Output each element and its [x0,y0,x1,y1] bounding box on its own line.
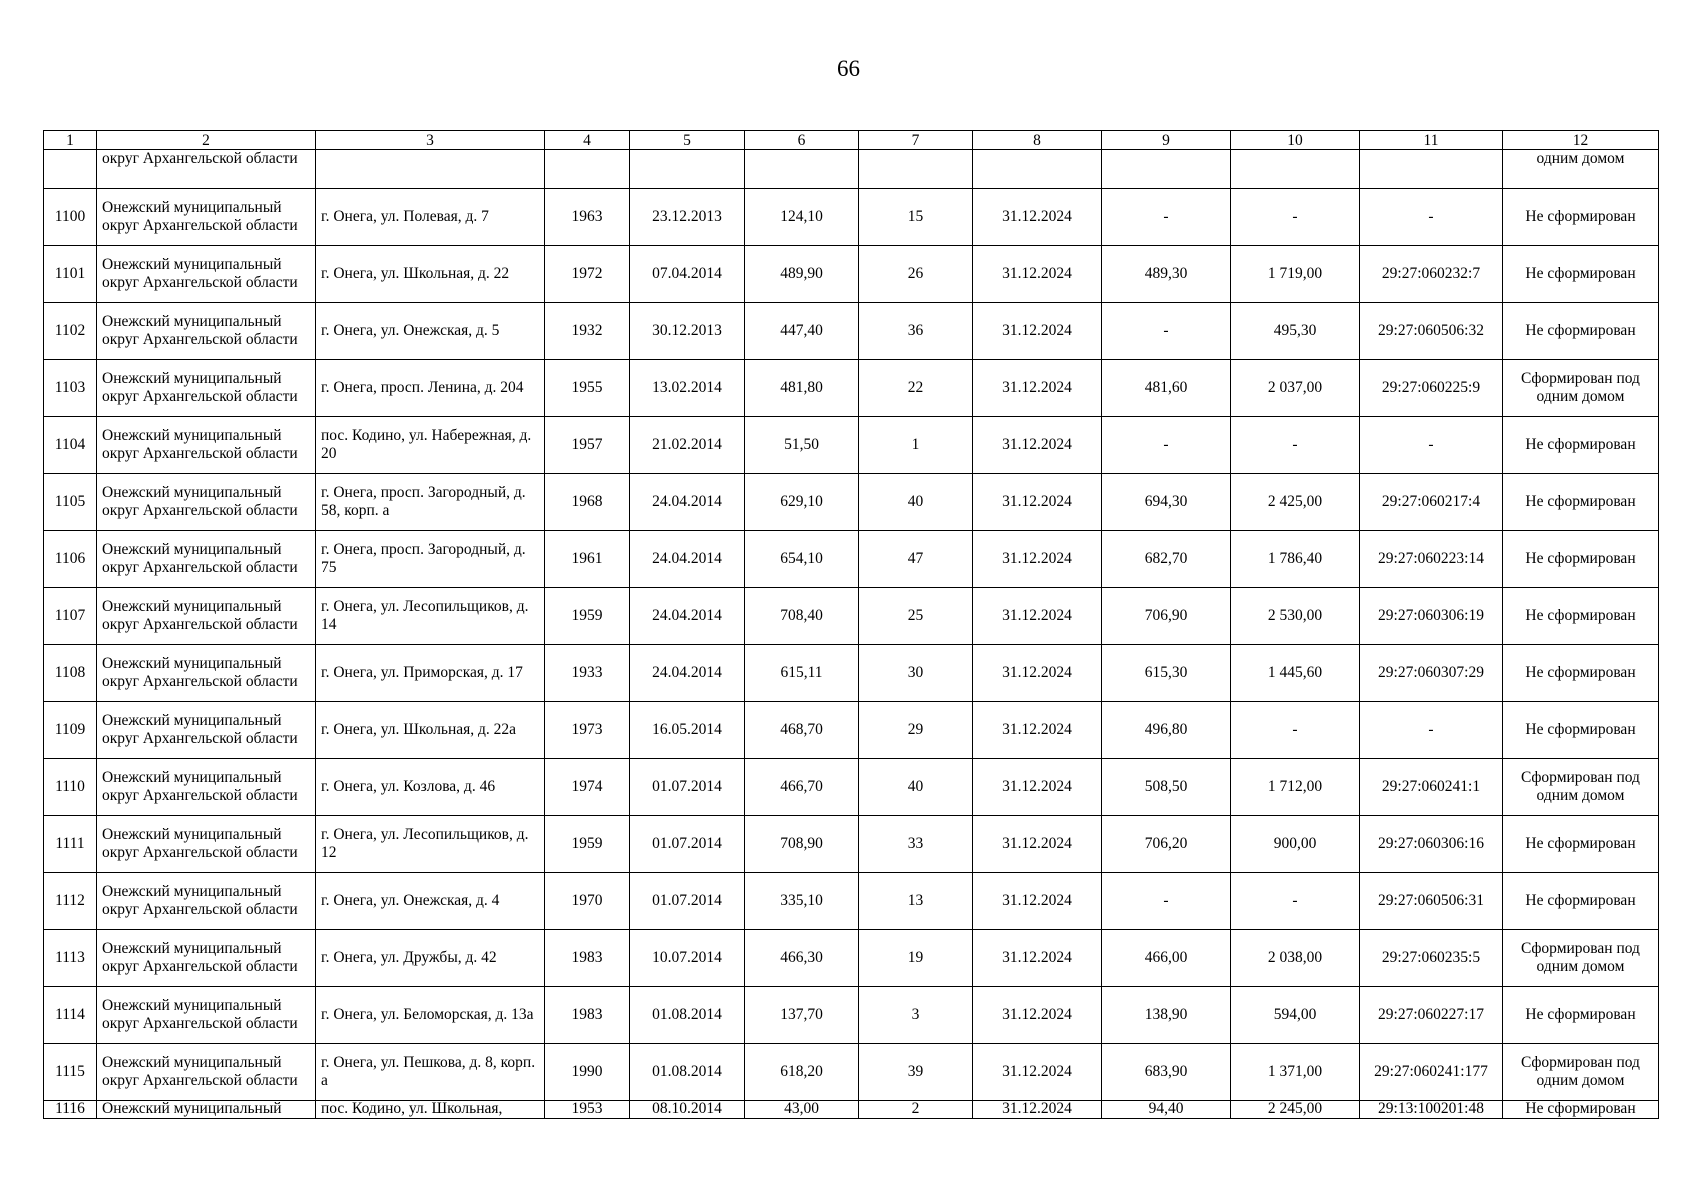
column-header: 4 [545,131,630,150]
cell-area-2: 508,50 [1102,759,1231,816]
cell-year: 1983 [545,987,630,1044]
cell-land-area: 1 371,00 [1231,1044,1360,1101]
cell-area: 615,11 [745,645,859,702]
cell-number: 1113 [44,930,97,987]
cell-land-area: 900,00 [1231,816,1360,873]
cell-address [316,150,545,189]
cell-status: Сформирован под одним домом [1503,930,1659,987]
cell-date: 01.07.2014 [630,816,745,873]
cell-status: Не сформирован [1503,1101,1659,1119]
cell-area [745,150,859,189]
cell-residents: 1 [859,417,973,474]
cell-date [630,150,745,189]
table-row [44,930,1659,987]
cell-area: 335,10 [745,873,859,930]
cell-land-area: - [1231,417,1360,474]
cell-year: 1932 [545,303,630,360]
cell-number: 1114 [44,987,97,1044]
cell-residents [859,150,973,189]
cell-area: 629,10 [745,474,859,531]
cell-deadline [973,150,1102,189]
cell-cadastral: 29:27:060217:4 [1360,474,1503,531]
cell-year: 1983 [545,930,630,987]
cell-residents: 30 [859,645,973,702]
cell-area-2: 706,90 [1102,588,1231,645]
cell-deadline: 31.12.2024 [973,360,1102,417]
cell-residents: 3 [859,987,973,1044]
cell-residents: 40 [859,759,973,816]
cell-deadline: 31.12.2024 [973,189,1102,246]
cell-address: г. Онега, ул. Приморская, д. 17 [316,645,545,702]
cell-area-2: - [1102,303,1231,360]
cell-municipality: Онежский муниципальный округ Архангельской области [97,246,316,303]
cell-area-2: - [1102,189,1231,246]
cell-area-2: 496,80 [1102,702,1231,759]
cell-date: 10.07.2014 [630,930,745,987]
cell-deadline: 31.12.2024 [973,1044,1102,1101]
cell-address: пос. Кодино, ул. Школьная, [316,1101,545,1119]
cell-area-2: 481,60 [1102,360,1231,417]
cell-status: Не сформирован [1503,531,1659,588]
cell-area: 447,40 [745,303,859,360]
cell-year: 1970 [545,873,630,930]
cell-date: 13.02.2014 [630,360,745,417]
cell-status: Не сформирован [1503,246,1659,303]
cell-cadastral: 29:27:060232:7 [1360,246,1503,303]
cell-address: г. Онега, ул. Лесопильщиков, д. 14 [316,588,545,645]
cell-cadastral: 29:27:060506:32 [1360,303,1503,360]
cell-deadline: 31.12.2024 [973,474,1102,531]
cell-date: 21.02.2014 [630,417,745,474]
cell-date: 24.04.2014 [630,645,745,702]
cell-cadastral: - [1360,702,1503,759]
cell-deadline: 31.12.2024 [973,987,1102,1044]
cell-area: 708,90 [745,816,859,873]
cell-municipality: Онежский муниципальный [97,1101,316,1119]
cell-municipality: Онежский муниципальный округ Архангельской области [97,303,316,360]
cell-area-2 [1102,150,1231,189]
cell-date: 07.04.2014 [630,246,745,303]
cell-cadastral: 29:27:060223:14 [1360,531,1503,588]
cell-year: 1990 [545,1044,630,1101]
cell-municipality: Онежский муниципальный округ Архангельской области [97,759,316,816]
cell-area-2: 138,90 [1102,987,1231,1044]
cell-land-area: 594,00 [1231,987,1360,1044]
cell-number: 1116 [44,1101,97,1119]
cell-area-2: - [1102,417,1231,474]
cell-municipality: округ Архангельской области [97,150,316,189]
page-number: 66 [837,56,860,81]
cell-residents: 25 [859,588,973,645]
cell-cadastral: 29:27:060307:29 [1360,645,1503,702]
cell-area-2: 683,90 [1102,1044,1231,1101]
cell-area: 43,00 [745,1101,859,1119]
cell-address: г. Онега, ул. Лесопильщиков, д. 12 [316,816,545,873]
cell-year: 1974 [545,759,630,816]
cell-area: 489,90 [745,246,859,303]
cell-area-2: 615,30 [1102,645,1231,702]
cell-municipality: Онежский муниципальный округ Архангельской области [97,873,316,930]
cell-status: Не сформирован [1503,873,1659,930]
cell-area-2: 489,30 [1102,246,1231,303]
cell-cadastral [1360,150,1503,189]
cell-land-area: 2 038,00 [1231,930,1360,987]
table-row [44,588,1659,645]
cell-residents: 29 [859,702,973,759]
cell-address: г. Онега, просп. Загородный, д. 58, корп. а [316,474,545,531]
table-row [44,987,1659,1044]
table-row [44,1101,1659,1119]
cell-residents: 47 [859,531,973,588]
cell-number [44,150,97,189]
cell-residents: 36 [859,303,973,360]
cell-area: 137,70 [745,987,859,1044]
cell-address: г. Онега, ул. Онежская, д. 4 [316,873,545,930]
cell-residents: 22 [859,360,973,417]
column-header: 6 [745,131,859,150]
cell-year: 1963 [545,189,630,246]
cell-land-area: 2 530,00 [1231,588,1360,645]
cell-number: 1105 [44,474,97,531]
cell-municipality: Онежский муниципальный округ Архангельской области [97,588,316,645]
cell-address: г. Онега, ул. Полевая, д. 7 [316,189,545,246]
cell-deadline: 31.12.2024 [973,645,1102,702]
table-row [44,474,1659,531]
cell-municipality: Онежский муниципальный округ Архангельской области [97,702,316,759]
table-row [44,816,1659,873]
cell-area: 708,40 [745,588,859,645]
column-header: 2 [97,131,316,150]
cell-area: 466,70 [745,759,859,816]
table-row [44,189,1659,246]
housing-registry-table [43,130,1659,1119]
cell-municipality: Онежский муниципальный округ Архангельской области [97,645,316,702]
cell-number: 1103 [44,360,97,417]
table-row [44,417,1659,474]
cell-status: Сформирован под одним домом [1503,360,1659,417]
cell-year: 1959 [545,816,630,873]
table-row [44,360,1659,417]
cell-residents: 39 [859,1044,973,1101]
cell-cadastral: 29:27:060241:177 [1360,1044,1503,1101]
cell-deadline: 31.12.2024 [973,702,1102,759]
cell-address: пос. Кодино, ул. Набережная, д. 20 [316,417,545,474]
cell-residents: 15 [859,189,973,246]
cell-status: Не сформирован [1503,474,1659,531]
cell-number: 1115 [44,1044,97,1101]
cell-area: 654,10 [745,531,859,588]
cell-address: г. Онега, ул. Козлова, д. 46 [316,759,545,816]
cell-year: 1968 [545,474,630,531]
cell-cadastral: 29:27:060306:19 [1360,588,1503,645]
cell-deadline: 31.12.2024 [973,873,1102,930]
cell-status: Не сформирован [1503,645,1659,702]
cell-cadastral: - [1360,189,1503,246]
cell-address: г. Онега, ул. Онежская, д. 5 [316,303,545,360]
cell-municipality: Онежский муниципальный округ Архангельской области [97,816,316,873]
cell-date: 24.04.2014 [630,588,745,645]
cell-land-area: - [1231,873,1360,930]
cell-municipality: Онежский муниципальный округ Архангельской области [97,930,316,987]
cell-municipality: Онежский муниципальный округ Архангельской области [97,987,316,1044]
cell-number: 1101 [44,246,97,303]
cell-status: Не сформирован [1503,417,1659,474]
cell-land-area: 1 712,00 [1231,759,1360,816]
cell-deadline: 31.12.2024 [973,759,1102,816]
cell-address: г. Онега, просп. Ленина, д. 204 [316,360,545,417]
cell-deadline: 31.12.2024 [973,1101,1102,1119]
cell-date: 01.08.2014 [630,1044,745,1101]
cell-number: 1112 [44,873,97,930]
cell-year [545,150,630,189]
cell-land-area: 1 445,60 [1231,645,1360,702]
cell-area-2: 94,40 [1102,1101,1231,1119]
cell-land-area [1231,150,1360,189]
cell-number: 1110 [44,759,97,816]
cell-land-area: 2 245,00 [1231,1101,1360,1119]
column-header: 1 [44,131,97,150]
cell-municipality: Онежский муниципальный округ Архангельской области [97,417,316,474]
cell-land-area: - [1231,189,1360,246]
cell-residents: 26 [859,246,973,303]
column-header: 3 [316,131,545,150]
cell-residents: 33 [859,816,973,873]
cell-address: г. Онега, ул. Дружбы, д. 42 [316,930,545,987]
cell-cadastral: 29:27:060241:1 [1360,759,1503,816]
cell-status: Не сформирован [1503,189,1659,246]
cell-land-area: 495,30 [1231,303,1360,360]
cell-deadline: 31.12.2024 [973,588,1102,645]
cell-date: 01.08.2014 [630,987,745,1044]
cell-cadastral: 29:27:060227:17 [1360,987,1503,1044]
cell-residents: 40 [859,474,973,531]
cell-municipality: Онежский муниципальный округ Архангельской области [97,189,316,246]
cell-status: Сформирован под одним домом [1503,1044,1659,1101]
cell-address: г. Онега, ул. Беломорская, д. 13а [316,987,545,1044]
cell-land-area: 1 719,00 [1231,246,1360,303]
column-number-row [44,131,1659,150]
cell-number: 1106 [44,531,97,588]
cell-year: 1957 [545,417,630,474]
table-row [44,873,1659,930]
cell-year: 1955 [545,360,630,417]
cell-land-area: 2 037,00 [1231,360,1360,417]
cell-land-area: - [1231,702,1360,759]
cell-date: 01.07.2014 [630,759,745,816]
cell-date: 30.12.2013 [630,303,745,360]
cell-date: 24.04.2014 [630,474,745,531]
cell-address: г. Онега, ул. Школьная, д. 22 [316,246,545,303]
cell-year: 1961 [545,531,630,588]
cell-address: г. Онега, ул. Пешкова, д. 8, корп. а [316,1044,545,1101]
cell-date: 24.04.2014 [630,531,745,588]
cell-municipality: Онежский муниципальный округ Архангельской области [97,360,316,417]
cell-municipality: Онежский муниципальный округ Архангельской области [97,1044,316,1101]
cell-residents: 2 [859,1101,973,1119]
table-row [44,303,1659,360]
cell-number: 1102 [44,303,97,360]
cell-area: 51,50 [745,417,859,474]
cell-date: 16.05.2014 [630,702,745,759]
cell-status: Не сформирован [1503,816,1659,873]
cell-year: 1953 [545,1101,630,1119]
cell-cadastral: 29:27:060225:9 [1360,360,1503,417]
column-header: 11 [1360,131,1503,150]
cell-area: 124,10 [745,189,859,246]
cell-deadline: 31.12.2024 [973,816,1102,873]
cell-number: 1104 [44,417,97,474]
cell-residents: 19 [859,930,973,987]
cell-deadline: 31.12.2024 [973,531,1102,588]
cell-date: 08.10.2014 [630,1101,745,1119]
column-header: 9 [1102,131,1231,150]
cell-date: 01.07.2014 [630,873,745,930]
cell-area: 481,80 [745,360,859,417]
cell-number: 1107 [44,588,97,645]
cell-land-area: 2 425,00 [1231,474,1360,531]
cell-number: 1111 [44,816,97,873]
cell-address: г. Онега, просп. Загородный, д. 75 [316,531,545,588]
cell-area: 466,30 [745,930,859,987]
cell-municipality: Онежский муниципальный округ Архангельской области [97,531,316,588]
cell-land-area: 1 786,40 [1231,531,1360,588]
table-row [44,531,1659,588]
cell-area: 618,20 [745,1044,859,1101]
table-row [44,246,1659,303]
cell-status: Не сформирован [1503,702,1659,759]
cell-deadline: 31.12.2024 [973,930,1102,987]
column-header: 7 [859,131,973,150]
cell-year: 1933 [545,645,630,702]
cell-deadline: 31.12.2024 [973,417,1102,474]
cell-municipality: Онежский муниципальный округ Архангельской области [97,474,316,531]
cell-area-2: 694,30 [1102,474,1231,531]
table-row [44,759,1659,816]
cell-status: Не сформирован [1503,303,1659,360]
cell-area-2: 682,70 [1102,531,1231,588]
cell-cadastral: 29:27:060235:5 [1360,930,1503,987]
cell-residents: 13 [859,873,973,930]
cell-area: 468,70 [745,702,859,759]
cell-deadline: 31.12.2024 [973,303,1102,360]
cell-number: 1100 [44,189,97,246]
cell-area-2: 466,00 [1102,930,1231,987]
cell-cadastral: 29:13:100201:48 [1360,1101,1503,1119]
table-row [44,1044,1659,1101]
table-row [44,702,1659,759]
column-header: 5 [630,131,745,150]
column-header: 10 [1231,131,1360,150]
table-row-continued [44,150,1659,189]
cell-status: одним домом [1503,150,1659,189]
cell-date: 23.12.2013 [630,189,745,246]
cell-year: 1959 [545,588,630,645]
cell-area-2: - [1102,873,1231,930]
cell-status: Не сформирован [1503,588,1659,645]
cell-address: г. Онега, ул. Школьная, д. 22а [316,702,545,759]
cell-status: Не сформирован [1503,987,1659,1044]
cell-number: 1109 [44,702,97,759]
cell-cadastral: 29:27:060506:31 [1360,873,1503,930]
cell-cadastral: - [1360,417,1503,474]
cell-deadline: 31.12.2024 [973,246,1102,303]
column-header: 12 [1503,131,1659,150]
cell-area-2: 706,20 [1102,816,1231,873]
cell-status: Сформирован под одним домом [1503,759,1659,816]
cell-year: 1973 [545,702,630,759]
table-row [44,645,1659,702]
cell-number: 1108 [44,645,97,702]
column-header: 8 [973,131,1102,150]
cell-cadastral: 29:27:060306:16 [1360,816,1503,873]
cell-year: 1972 [545,246,630,303]
